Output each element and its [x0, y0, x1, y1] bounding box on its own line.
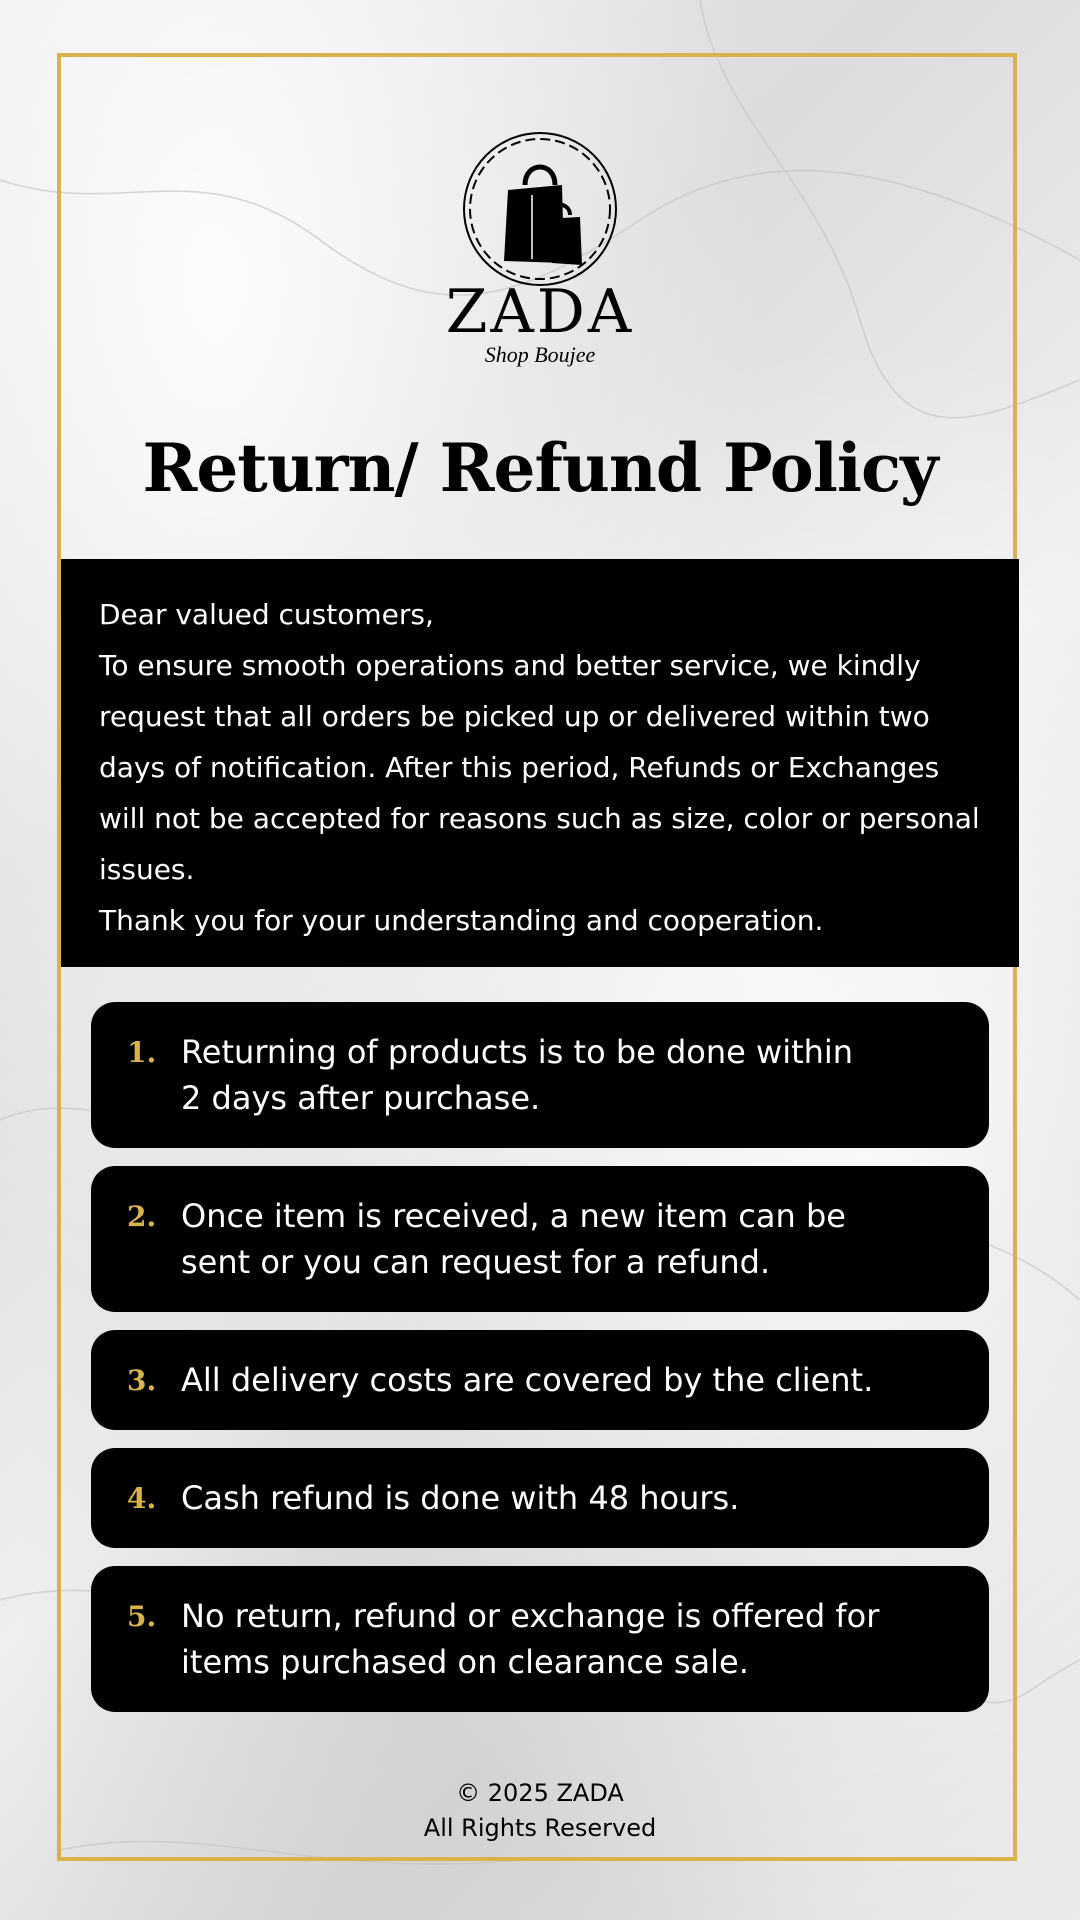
policy-item-text: Once item is received, a new item can be sent or you can request for a refund. — [181, 1197, 846, 1281]
policy-item — [91, 1002, 989, 1148]
policy-item-text: No return, refund or exchange is offered for items purchased on clearance sale. — [181, 1597, 880, 1681]
policy-item — [91, 1448, 989, 1548]
footer-copyright: © 2025 ZADA — [456, 1779, 624, 1807]
policy-item — [91, 1566, 989, 1712]
policy-item-number: 5. — [127, 1600, 157, 1633]
notice-body: To ensure smooth operations and better service, we kindly request that all orders be picked up or delivered within two days of notification. After this period, Refunds or Exchanges will not be accepted for reasons such as size, color or personal issues. — [99, 649, 980, 886]
footer-rights: All Rights Reserved — [423, 1814, 657, 1842]
notice-greeting: Dear valued customers, — [99, 598, 434, 631]
policy-item-number: 1. — [127, 1036, 157, 1069]
policy-item — [91, 1166, 989, 1312]
policy-item-number: 4. — [127, 1481, 157, 1515]
notice-panel — [61, 559, 1019, 967]
policy-item-number: 2. — [127, 1200, 157, 1233]
policy-item — [91, 1330, 989, 1430]
footer — [0, 1776, 1080, 1846]
policy-item-text: Cash refund is done with 48 hours. — [181, 1479, 740, 1517]
policy-list — [91, 1002, 989, 1730]
brand-name: ZADA — [445, 277, 635, 347]
policy-item-text: Returning of products is to be done within 2 days after purchase. — [181, 1033, 854, 1117]
page-title: Return/ Refund Policy — [142, 429, 938, 507]
notice-closing: Thank you for your understanding and cooperation. — [99, 904, 824, 937]
brand-tagline: Shop Boujee — [484, 342, 596, 367]
policy-item-number: 3. — [127, 1363, 157, 1397]
policy-item-text: All delivery costs are covered by the client. — [181, 1361, 874, 1399]
